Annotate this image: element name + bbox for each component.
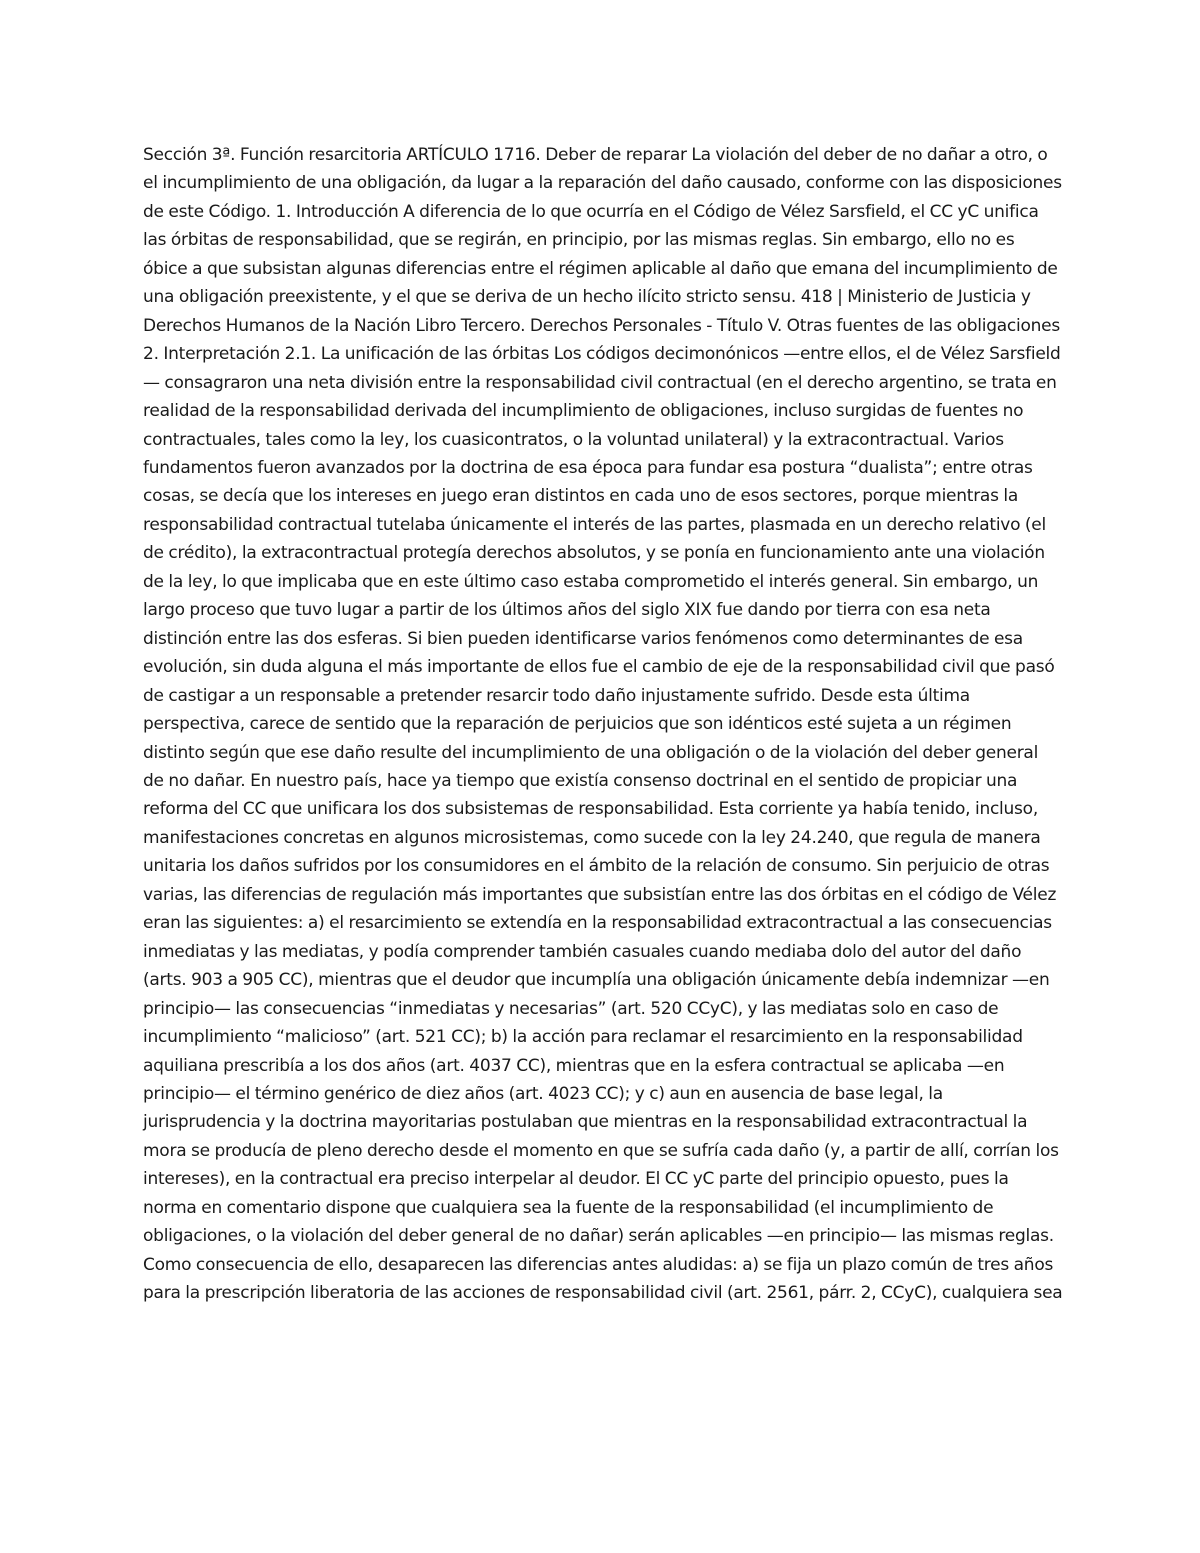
body-paragraph: Sección 3ª. Función resarcitoria ARTÍCULO 1716. Deber de reparar La violación del deber de no dañar a otro, o el incumplimiento de una obligación, da lugar a la reparación del daño causado, conforme con las disposiciones de este Código. 1. Introducción A diferencia de lo que ocurría en el Código de Vélez Sarsfield, el CC yC unifica las órbitas de responsabilidad, que se regirán, en principio, por las mismas reglas. Sin embargo, ello no es óbice a que subsistan algunas diferencias entre el régimen aplicable al daño que emana del incumplimiento de una obligación preexistente, y el que se deriva de un hecho ilícito stricto sensu. 418 | Ministerio de Justicia y Derechos Humanos de la Nación Libro Tercero. Derechos Personales - Título V. Otras fuentes de las obligaciones 2. Interpretación 2.1. La unificación de las órbitas Los códigos decimonónicos —entre ellos, el de Vélez Sarsfield— consagraron una neta división entre la responsabilidad civil contractual (en el derecho argentino, se trata en realidad de la responsabilidad derivada del incumplimiento de obligaciones, incluso surgidas de fuentes no contractuales, tales como la ley, los cuasicontratos, o la voluntad unilateral) y la extracontractual. Varios fundamentos fueron avanzados por la doctrina de esa época para fundar esa postura “dualista”; entre otras cosas, se decía que los intereses en juego eran distintos en cada uno de esos sectores, porque mientras la responsabilidad contractual tutelaba únicamente el interés de las partes, plasmada en un derecho relativo (el de crédito), la extracontractual protegía derechos absolutos, y se ponía en funcionamiento ante una violación de la ley, lo que implicaba que en este último caso estaba comprometido el interés general. Sin embargo, un largo proceso que tuvo lugar a partir de los últimos años del siglo XIX fue dando por tierra con esa neta distinción entre las dos esferas. Si bien pueden identificarse varios fenómenos como determinantes de esa evolución, sin duda alguna el más importante de ellos fue el cambio de eje de la responsabilidad civil que pasó de castigar a un responsable a pretender resarcir todo daño injustamente sufrido. Desde esta última perspectiva, carece de sentido que la reparación de perjuicios que son idénticos esté sujeta a un régimen distinto según que ese daño resulte del incumplimiento de una obligación o de la violación del deber general de no dañar. En nuestro país, hace ya tiempo que existía consenso doctrinal en el sentido de propiciar una reforma del CC que unificara los dos subsistemas de responsabilidad. Esta corriente ya había tenido, incluso, manifestaciones concretas en algunos microsistemas, como sucede con la ley 24.240, que regula de manera unitaria los daños sufridos por los consumidores en el ámbito de la relación de consumo. Sin perjuicio de otras varias, las diferencias de regulación más importantes que subsistían entre las dos órbitas en el código de Vélez eran las siguientes: a) el resarcimiento se extendía en la responsabilidad extracontractual a las consecuencias inmediatas y las mediatas, y podía comprender también casuales cuando mediaba dolo del autor del daño (arts. 903 a 905 CC), mientras que el deudor que incumplía una obligación únicamente debía indemnizar —en principio— las consecuencias “inmediatas y necesarias” (art. 520 CCyC), y las mediatas solo en caso de incumplimiento “malicioso” (art. 521 CC); b) la acción para reclamar el resarcimiento en la responsabilidad aquiliana prescribía a los dos años (art. 4037 CC), mientras que en la esfera contractual se aplicaba —en principio— el término genérico de diez años (art. 4023 CC); y c) aun en ausencia de base legal, la jurisprudencia y la doctrina mayoritarias postulaban que mientras en la responsabilidad extracontractual la mora se producía de pleno derecho desde el momento en que se sufría cada daño (y, a partir de allí, corrían los intereses), en la contractual era preciso interpelar al deudor. El CC yC parte del principio opuesto, pues la norma en comentario dispone que cualquiera sea la fuente de la responsabilidad (el incumplimiento de obligaciones, o la violación del deber general de no dañar) serán aplicables —en principio— las mismas reglas. Como consecuencia de ello, desaparecen las diferencias antes aludidas: a) se fija un plazo común de tres años para la prescripción liberatoria de las acciones de responsabilidad civil (art. 2561, párr. 2, CCyC), cualquiera sea	[143, 145, 1063, 1304]
